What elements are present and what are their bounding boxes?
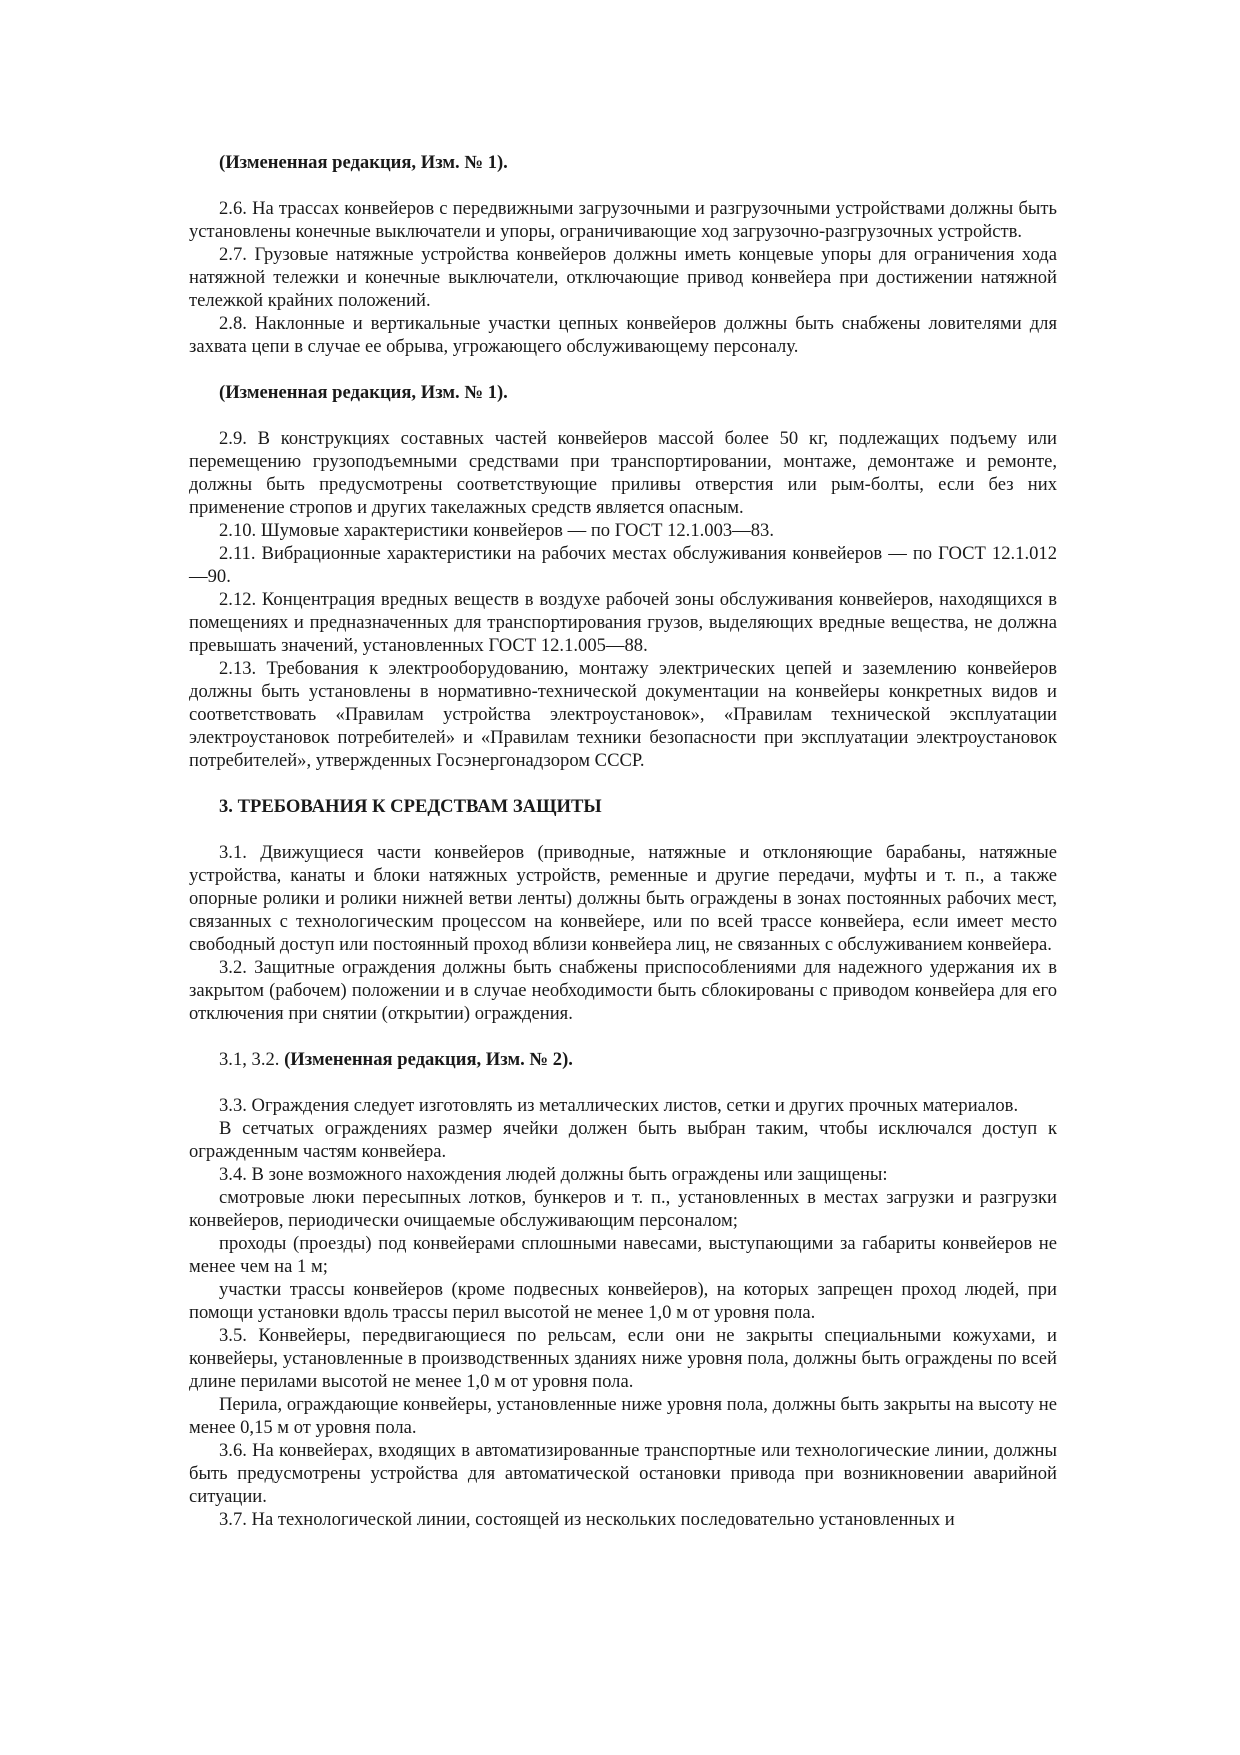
spacer xyxy=(189,1025,1057,1048)
list-item-hatches: смотровые люки пересыпных лотков, бункеров и т. п., установленных в местах загрузки и разгрузки конвейеров, периодически очищаемые обслуживающим персоналом; xyxy=(189,1187,1057,1231)
document-page xyxy=(189,151,1057,1531)
paragraph-mesh: В сетчатых ограждениях размер ячейки должен быть выбран таким, чтобы исключался доступ к огражденным частям конвейера. xyxy=(189,1118,1057,1162)
spacer xyxy=(189,818,1057,841)
spacer xyxy=(189,358,1057,381)
spacer xyxy=(189,1071,1057,1094)
paragraph-2-10: 2.10. Шумовые характеристики конвейеров — по ГОСТ 12.1.003—83. xyxy=(219,520,774,541)
amendment-text: (Измененная редакция, Изм. № 2). xyxy=(284,1049,573,1070)
paragraph-2-7: 2.7. Грузовые натяжные устройства конвейеров должны иметь концевые упоры для ограничения хода натяжной тележки и конечные выключатели, отключающие привод конвейера при достижении натяжной тележкой крайних положений. xyxy=(189,244,1057,311)
paragraph-3-5: 3.5. Конвейеры, передвигающиеся по рельсам, если они не закрыты специальными кожухами, и конвейеры, установленные в производственных зданиях ниже уровня пола, должны быть ограждены по всей длине перилами высотой не менее 1,0 м от уровня пола. xyxy=(189,1325,1057,1392)
paragraph-2-6: 2.6. На трассах конвейеров с передвижными загрузочными и разгрузочными устройствами должны быть установлены конечные выключатели и упоры, ограничивающие ход загрузочно-разгрузочных устройств. xyxy=(189,198,1057,242)
paragraph-3-2: 3.2. Защитные ограждения должны быть снабжены приспособлениями для надежного удержания их в закрытом (рабочем) положении и в случае необходимости быть сблокированы с приводом конвейера для его отключения при снятии (открытии) ограждения. xyxy=(189,957,1057,1024)
paragraph-2-11: 2.11. Вибрационные характеристики на рабочих местах обслуживания конвейеров — по ГОСТ 12.1.012—90. xyxy=(189,543,1057,587)
list-item-passages: проходы (проезды) под конвейерами сплошными навесами, выступающими за габариты конвейеров не менее чем на 1 м; xyxy=(189,1233,1057,1277)
spacer xyxy=(189,174,1057,197)
paragraph-2-12: 2.12. Концентрация вредных веществ в воздухе рабочей зоны обслуживания конвейеров, находящихся в помещениях и предназначенных для транспортирования грузов, выделяющих вредные вещества, не должна превышать значений, установленных ГОСТ 12.1.005—88. xyxy=(189,589,1057,656)
paragraph-2-8: 2.8. Наклонные и вертикальные участки цепных конвейеров должны быть снабжены ловителями для захвата цепи в случае ее обрыва, угрожающего обслуживающему персоналу. xyxy=(189,313,1057,357)
spacer xyxy=(189,772,1057,795)
amendment-prefix: 3.1, 3.2. xyxy=(219,1049,285,1070)
paragraph-2-13: 2.13. Требования к электрооборудованию, монтажу электрических цепей и заземлению конвейеров должны быть установлены в нормативно-технической документации на конвейеры конкретных видов и соответствовать «Правилам устройства электроустановок», «Правилам технической эксплуатации электроустановок потребителей» и «Правилам техники безопасности при эксплуатации электроустановок потребителей», утвержденных Госэнергонадзором СССР. xyxy=(189,658,1057,771)
paragraph-3-6: 3.6. На конвейерах, входящих в автоматизированные транспортные или технологические линии, должны быть предусмотрены устройства для автоматической остановки привода при возникновении аварийной ситуации. xyxy=(189,1440,1057,1507)
paragraph-3-7: 3.7. На технологической линии, состоящей из нескольких последовательно установленных и xyxy=(219,1509,955,1530)
section-heading: 3. ТРЕБОВАНИЯ К СРЕДСТВАМ ЗАЩИТЫ xyxy=(219,796,602,817)
amendment-note xyxy=(189,1048,1057,1071)
amendment-note: (Измененная редакция, Изм. № 1). xyxy=(219,152,508,173)
spacer xyxy=(189,404,1057,427)
amendment-note: (Измененная редакция, Изм. № 1). xyxy=(219,382,508,403)
paragraph-3-4: 3.4. В зоне возможного нахождения людей должны быть ограждены или защищены: xyxy=(219,1164,888,1185)
paragraph-2-9: 2.9. В конструкциях составных частей конвейеров массой более 50 кг, подлежащих подъему или перемещению грузоподъемными средствами при транспортировании, монтаже, демонтаже и ремонте, должны быть предусмотрены соответствующие приливы отверстия или рым-болты, если без них применение стропов и других такелажных средств является опасным. xyxy=(189,428,1057,518)
paragraph-railings: Перила, ограждающие конвейеры, установленные ниже уровня пола, должны быть закрыты на высоту не менее 0,15 м от уровня пола. xyxy=(189,1394,1057,1438)
paragraph-3-3: 3.3. Ограждения следует изготовлять из металлических листов, сетки и других прочных материалов. xyxy=(219,1095,1019,1116)
list-item-track-sections: участки трассы конвейеров (кроме подвесных конвейеров), на которых запрещен проход людей, при помощи установки вдоль трассы перил высотой не менее 1,0 м от уровня пола. xyxy=(189,1279,1057,1323)
paragraph-3-1: 3.1. Движущиеся части конвейеров (приводные, натяжные и отклоняющие барабаны, натяжные устройства, канаты и блоки натяжных устройств, ременные и другие передачи, муфты и т. п., а также опорные ролики и ролики нижней ветви ленты) должны быть ограждены в зонах постоянных рабочих мест, связанных с технологическим процессом на конвейере, или по всей трассе конвейера, если имеет место свободный доступ или постоянный проход вблизи конвейера лиц, не связанных с обслуживанием конвейера. xyxy=(189,842,1057,955)
